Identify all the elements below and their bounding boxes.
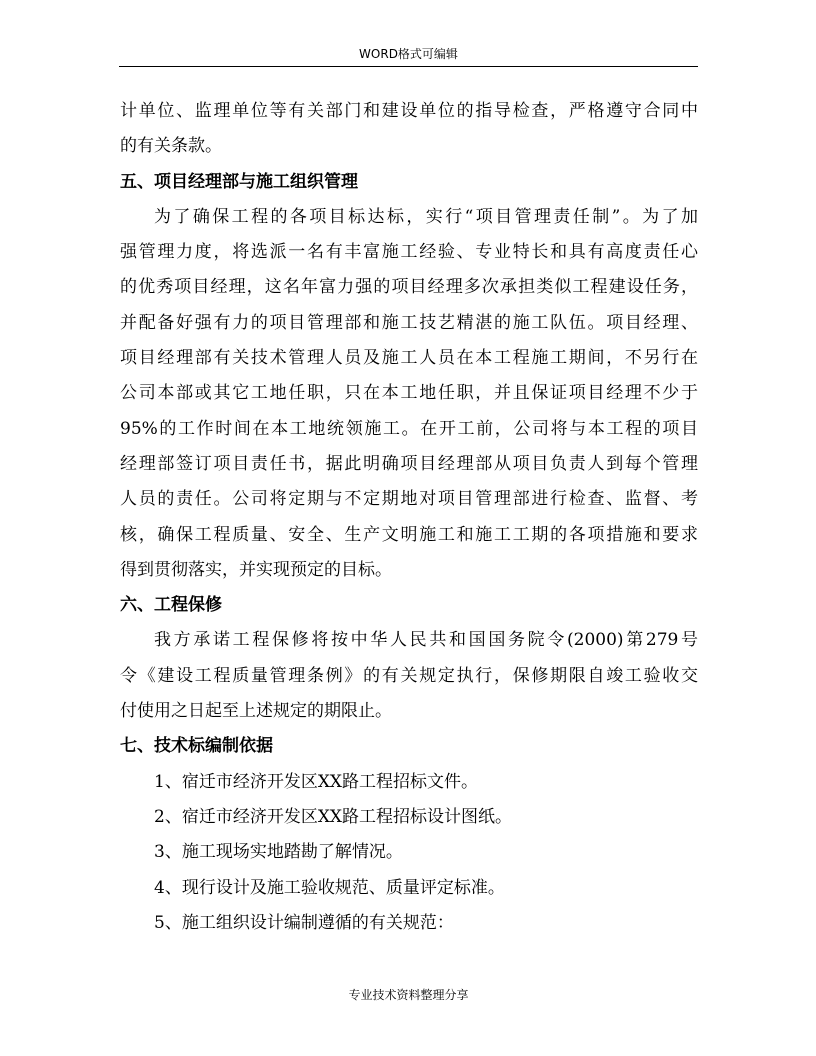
paragraph-line: 我方承诺工程保修将按中华人民共和国国务院令(2000)第279号 bbox=[154, 630, 698, 651]
paragraph-line: 计单位、监理单位等有关部门和建设单位的指导检查，严格遵守合同中 bbox=[120, 101, 698, 121]
paragraph-line: 令《建设工程质量管理条例》的有关规定执行，保修期限自竣工验收交 bbox=[120, 665, 698, 686]
list-item: 5、施工组织设计编制遵循的有关规范： bbox=[154, 912, 454, 933]
page-header: WORD格式可编辑 bbox=[359, 47, 458, 61]
paragraph-line: 核，确保工程质量、安全、生产文明施工和施工工期的各项措施和要求 bbox=[120, 524, 698, 545]
document-body bbox=[120, 94, 698, 941]
section-heading-6: 六、工程保修 bbox=[120, 595, 222, 616]
page-footer: 专业技术资料整理分享 bbox=[348, 988, 469, 1002]
list-item: 2、宿迁市经济开发区XX路工程招标设计图纸。 bbox=[154, 806, 513, 827]
list-item: 4、现行设计及施工验收规范、质量评定标准。 bbox=[154, 877, 505, 898]
paragraph-line: 为了确保工程的各项目标达标，实行“项目管理责任制”。为了加 bbox=[154, 206, 698, 227]
paragraph-line: 人员的责任。公司将定期与不定期地对项目管理部进行检查、监督、考 bbox=[120, 489, 698, 510]
paragraph-line: 的优秀项目经理，这名年富力强的项目经理多次承担类似工程建设任务， bbox=[120, 277, 698, 298]
paragraph-line: 公司本部或其它工地任职，只在本工地任职，并且保证项目经理不少于 bbox=[120, 383, 698, 404]
paragraph-line: 付使用之日起至上述规定的期限止。 bbox=[120, 701, 392, 722]
paragraph-line: 并配备好强有力的项目管理部和施工技艺精湛的施工队伍。项目经理、 bbox=[120, 312, 698, 333]
paragraph-line: 95%的工作时间在本工地统领施工。在开工前，公司将与本工程的项目 bbox=[120, 418, 698, 439]
header-divider bbox=[119, 66, 698, 67]
paragraph-line: 得到贯彻落实，并实现预定的目标。 bbox=[120, 559, 392, 580]
list-item: 1、宿迁市经济开发区XX路工程招标文件。 bbox=[154, 771, 479, 792]
paragraph-line: 的有关条款。 bbox=[120, 136, 222, 157]
paragraph-line: 经理部签订项目责任书，据此明确项目经理部从项目负责人到每个管理 bbox=[120, 453, 698, 474]
paragraph-line: 强管理力度，将选派一名有丰富施工经验、专业特长和具有高度责任心 bbox=[120, 242, 698, 263]
list-item: 3、施工现场实地踏勘了解情况。 bbox=[154, 842, 403, 863]
paragraph-line: 项目经理部有关技术管理人员及施工人员在本工程施工期间，不另行在 bbox=[120, 348, 698, 369]
section-heading-7: 七、技术标编制依据 bbox=[120, 736, 273, 757]
section-heading-5: 五、项目经理部与施工组织管理 bbox=[120, 171, 358, 192]
